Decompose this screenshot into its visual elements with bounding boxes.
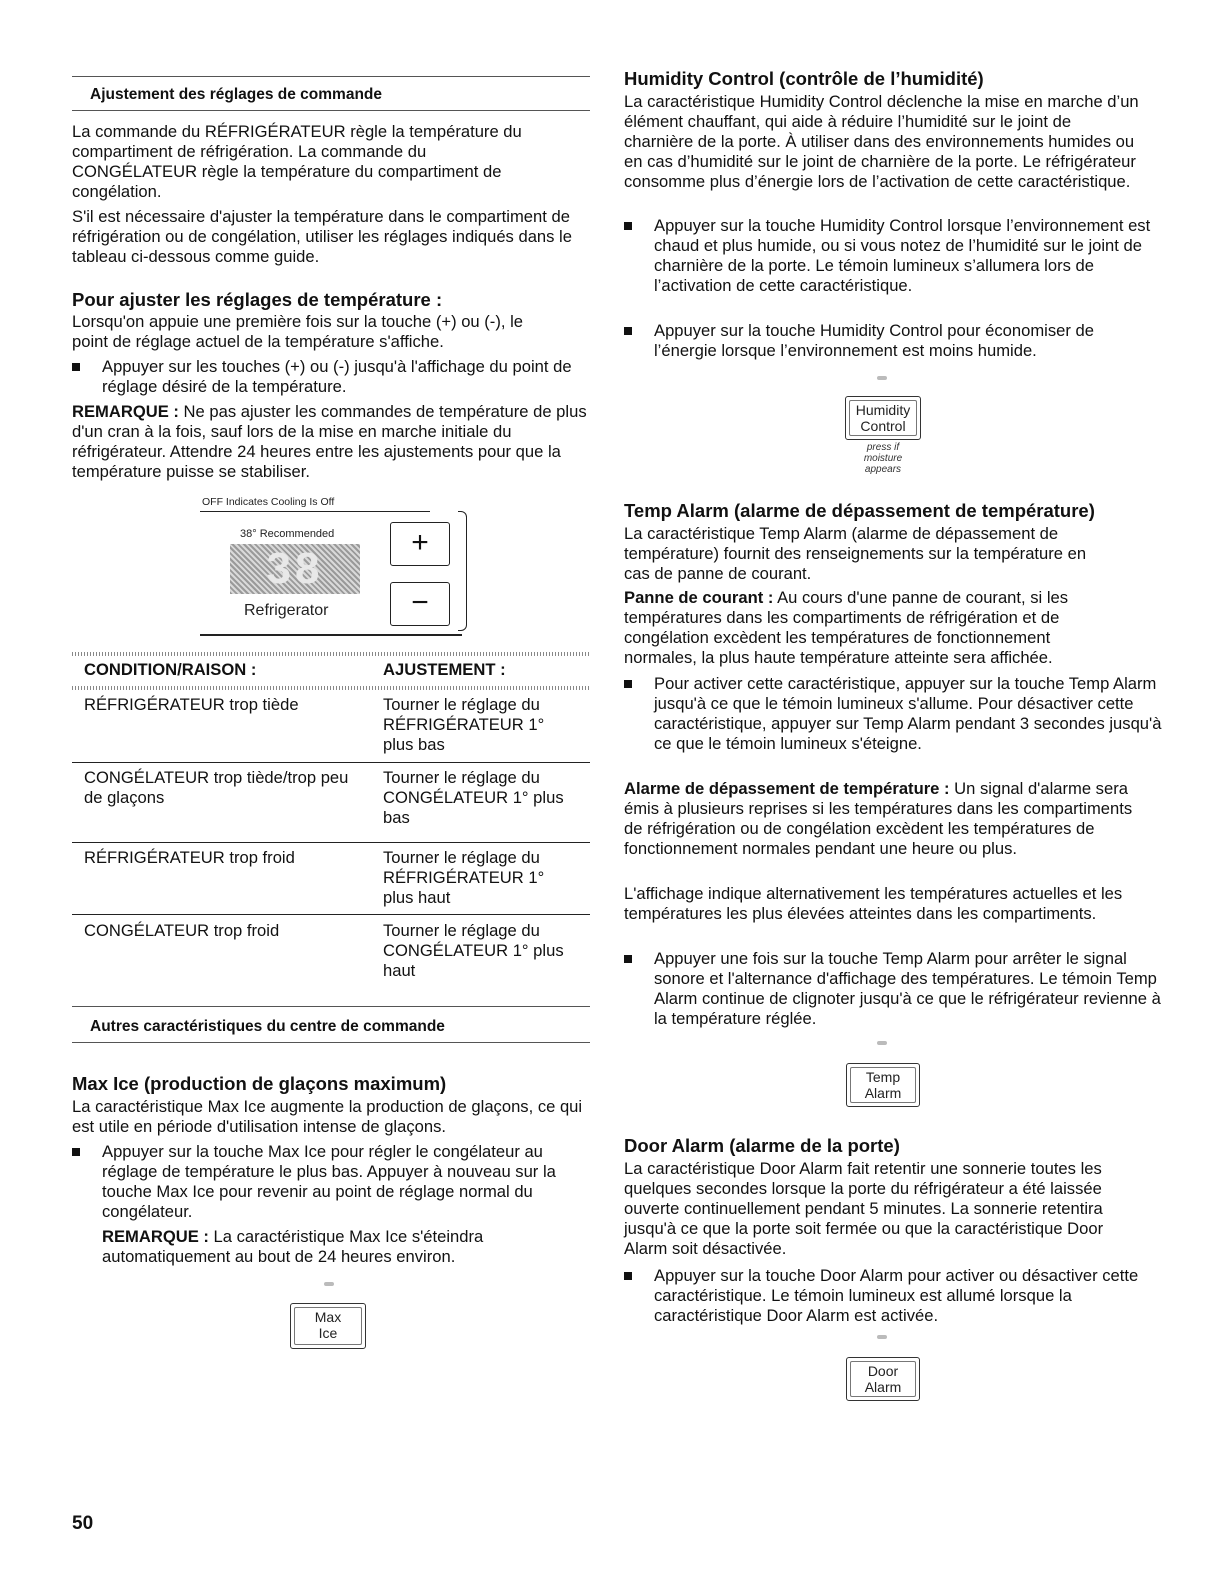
subheading-door-alarm: Door Alarm (alarme de la porte) bbox=[624, 1135, 900, 1156]
bullet-icon bbox=[72, 1148, 80, 1156]
table-cell-adjustment: Tourner le réglage du CONGÉLATEUR 1° plus bas bbox=[383, 768, 564, 827]
bullet-text: Appuyer sur la touche Door Alarm pour activer ou désactiver cette caractéristique. Le témoin lumineux est allumé lorsque la caractéristique Door Alarm est activée. bbox=[654, 1266, 1139, 1325]
humidity-caption: press if moisture appears bbox=[863, 442, 903, 475]
recommended-label: 38° Recommended bbox=[240, 528, 335, 540]
paragraph: L'affichage indique alternativement les températures actuelles et les températures les plus élevées atteintes dans les compartiments. bbox=[624, 884, 1123, 923]
section-heading-adjust: Ajustement des réglages de commande bbox=[90, 86, 383, 103]
table-cell-condition: CONGÉLATEUR trop tiède/trop peu de glaçons bbox=[84, 768, 349, 807]
humidity-control-button[interactable] bbox=[845, 396, 921, 440]
paragraph: La caractéristique Door Alarm fait retentir une sonnerie toutes les quelques secondes lorsque la porte du réfrigérateur a été laissée ouverte continuellement pendant 5 minutes. La sonnerie retentira jusqu'à ce que la porte soit fermée ou que la caractéristique Door Alarm soit désactivée. bbox=[624, 1159, 1104, 1258]
paragraph: S'il est nécessaire d'ajuster la température dans le compartiment de réfrigération ou de congélation, utiliser les réglages indiqués dans le tableau ci-dessous comme guide. bbox=[72, 207, 572, 266]
table-cell-condition: RÉFRIGÉRATEUR trop froid bbox=[84, 848, 295, 867]
bullet-icon bbox=[624, 327, 632, 335]
bullet-item bbox=[624, 1266, 1164, 1326]
indicator-light bbox=[877, 1041, 887, 1045]
paragraph: La commande du RÉFRIGÉRATEUR règle la température du compartiment de réfrigération. La commande du CONGÉLATEUR règle la température du compartiment de congélation. bbox=[72, 122, 522, 201]
bullet-icon bbox=[624, 222, 632, 230]
bullet-item bbox=[72, 357, 590, 397]
remark-text: La caractéristique Max Ice s'éteindra automatiquement au bout de 24 heures environ. bbox=[102, 1227, 484, 1266]
remark bbox=[102, 1227, 552, 1267]
indicator-light bbox=[324, 1282, 334, 1286]
subheading-humidity: Humidity Control (contrôle de l’humidité) bbox=[624, 68, 984, 89]
indicator-light bbox=[877, 376, 887, 380]
table-header-adjustment: AJUSTEMENT : bbox=[383, 660, 506, 679]
paragraph: Lorsqu'on appuie une première fois sur la touche (+) ou (-), le point de réglage actuel de la température s'affiche. bbox=[72, 312, 523, 351]
minus-button[interactable]: − bbox=[390, 582, 450, 626]
divider bbox=[72, 76, 590, 77]
paragraph: Alarme de dépassement de température : Un signal d'alarme sera émis à plusieurs reprises si les températures dans les compartiments de réfrigération ou de congélation excèdent les températures de fonctionnement normales pendant une heure ou plus. bbox=[624, 779, 1133, 858]
bullet-item bbox=[624, 321, 1154, 361]
button-label: Max bbox=[314, 1309, 342, 1325]
remark-text: Ne pas ajuster les commandes de température de plus d'un cran à la fois, sauf lors de la mise en marche initiale du réfrigérateur. Attendre 24 heures entre les ajustements pour que la température puisse se stabiliser. bbox=[72, 402, 587, 481]
temp-alarm-button[interactable] bbox=[846, 1063, 920, 1107]
refrigerator-control-panel bbox=[200, 496, 470, 644]
door-alarm-button[interactable] bbox=[846, 1357, 920, 1401]
bullet-text: Pour activer cette caractéristique, appuyer sur la touche Temp Alarm jusqu'à ce que le témoin lumineux s'allume. Pour désactiver cette caractéristique, appuyer sur Temp Alarm pendant 3 secondes jusqu'à ce que le témoin lumineux s'éteigne. bbox=[654, 674, 1162, 753]
button-label: Temp bbox=[865, 1069, 901, 1085]
table-cell-adjustment: Tourner le réglage du CONGÉLATEUR 1° plus haut bbox=[383, 921, 564, 980]
temperature-display bbox=[230, 544, 360, 594]
paragraph: La caractéristique Humidity Control déclenche la mise en marche d’un élément chauffant, qui aide à réduire l’humidité sur le joint de charnière de la porte. À utiliser dans des environnements humides ou en cas d’humidité sur le joint de charnière de la porte. Le réfrigérateur consomme plus d’énergie lors de l’activation de cette caractéristique. bbox=[624, 92, 1139, 191]
remark-label: REMARQUE : bbox=[102, 1227, 209, 1246]
table-cell-adjustment: Tourner le réglage du RÉFRIGÉRATEUR 1° plus bas bbox=[383, 695, 545, 754]
table-header-condition: CONDITION/RAISON : bbox=[84, 660, 257, 679]
bullet-text: Appuyer sur la touche Humidity Control lorsque l’environnement est chaud et plus humide, ou si vous notez de l’humidité sur le joint de charnière de la porte. Le témoin lumineux s’allumera lors de l’activation de cette caractéristique. bbox=[654, 216, 1151, 295]
subheading-temp-alarm: Temp Alarm (alarme de dépassement de température) bbox=[624, 500, 1095, 521]
remark-label: REMARQUE : bbox=[72, 402, 179, 421]
bold-label: Panne de courant : bbox=[624, 588, 774, 607]
bold-label: Alarme de dépassement de température : bbox=[624, 779, 950, 798]
bullet-item bbox=[624, 674, 1164, 754]
button-label: Alarm bbox=[864, 1379, 902, 1395]
bullet-text: Appuyer sur la touche Max Ice pour régler le congélateur au réglage de température le plus bas. Appuyer à nouveau sur la touche Max Ice pour revenir au point de réglage normal du congélateur. bbox=[102, 1142, 556, 1221]
button-label: Door bbox=[867, 1363, 899, 1379]
bullet-item bbox=[624, 216, 1154, 296]
bullet-text: Appuyer sur la touche Humidity Control pour économiser de l’énergie lorsque l’environnement est moins humide. bbox=[654, 321, 1094, 360]
subheading-temp: Pour ajuster les réglages de température : bbox=[72, 289, 443, 310]
table-cell-condition: CONGÉLATEUR trop froid bbox=[84, 921, 280, 940]
paragraph: La caractéristique Temp Alarm (alarme de dépassement de température) fournit des renseignements sur la température en cas de panne de courant. bbox=[624, 524, 1087, 583]
temperature-display-value: 38 bbox=[266, 544, 324, 593]
plus-button[interactable]: + bbox=[390, 522, 450, 566]
indicator-light bbox=[877, 1335, 887, 1339]
bullet-icon bbox=[624, 680, 632, 688]
subheading-max-ice: Max Ice (production de glaçons maximum) bbox=[72, 1073, 447, 1094]
bullet-icon bbox=[72, 363, 80, 371]
paragraph: Panne de courant : Au cours d'une panne de courant, si les températures dans les compartiments de réfrigération et de congélation excèdent les températures de fonctionnement normales, la plus haute température atteinte sera affichée. bbox=[624, 588, 1069, 667]
remark bbox=[72, 402, 590, 482]
divider bbox=[72, 110, 590, 111]
button-label: Alarm bbox=[864, 1085, 902, 1101]
page-number: 50 bbox=[72, 1513, 94, 1534]
table-cell-adjustment: Tourner le réglage du RÉFRIGÉRATEUR 1° plus haut bbox=[383, 848, 545, 907]
bullet-text: Appuyer sur les touches (+) ou (-) jusqu'à l'affichage du point de réglage désiré de la température. bbox=[102, 357, 572, 396]
refrigerator-label: Refrigerator bbox=[244, 602, 329, 619]
bullet-item bbox=[72, 1142, 590, 1222]
paragraph: La caractéristique Max Ice augmente la production de glaçons, ce qui est utile en période d'utilisation intense de glaçons. bbox=[72, 1097, 583, 1136]
off-indicator-label: OFF Indicates Cooling Is Off bbox=[202, 496, 335, 508]
bullet-item bbox=[624, 949, 1164, 1029]
bullet-text: Appuyer une fois sur la touche Temp Alarm pour arrêter le signal sonore et l'alternance d'affichage des températures. Le témoin Temp Alarm continue de clignoter jusqu'à ce que le réfrigérateur revienne à la température réglée. bbox=[654, 949, 1161, 1028]
max-ice-button[interactable] bbox=[290, 1303, 366, 1349]
section-heading-other: Autres caractéristiques du centre de commande bbox=[90, 1018, 445, 1035]
bullet-icon bbox=[624, 1272, 632, 1280]
table-cell-condition: RÉFRIGÉRATEUR trop tiède bbox=[84, 695, 299, 714]
button-label: Ice bbox=[318, 1325, 338, 1341]
bullet-icon bbox=[624, 955, 632, 963]
button-label: Humidity bbox=[855, 402, 911, 418]
button-label: Control bbox=[860, 418, 906, 434]
